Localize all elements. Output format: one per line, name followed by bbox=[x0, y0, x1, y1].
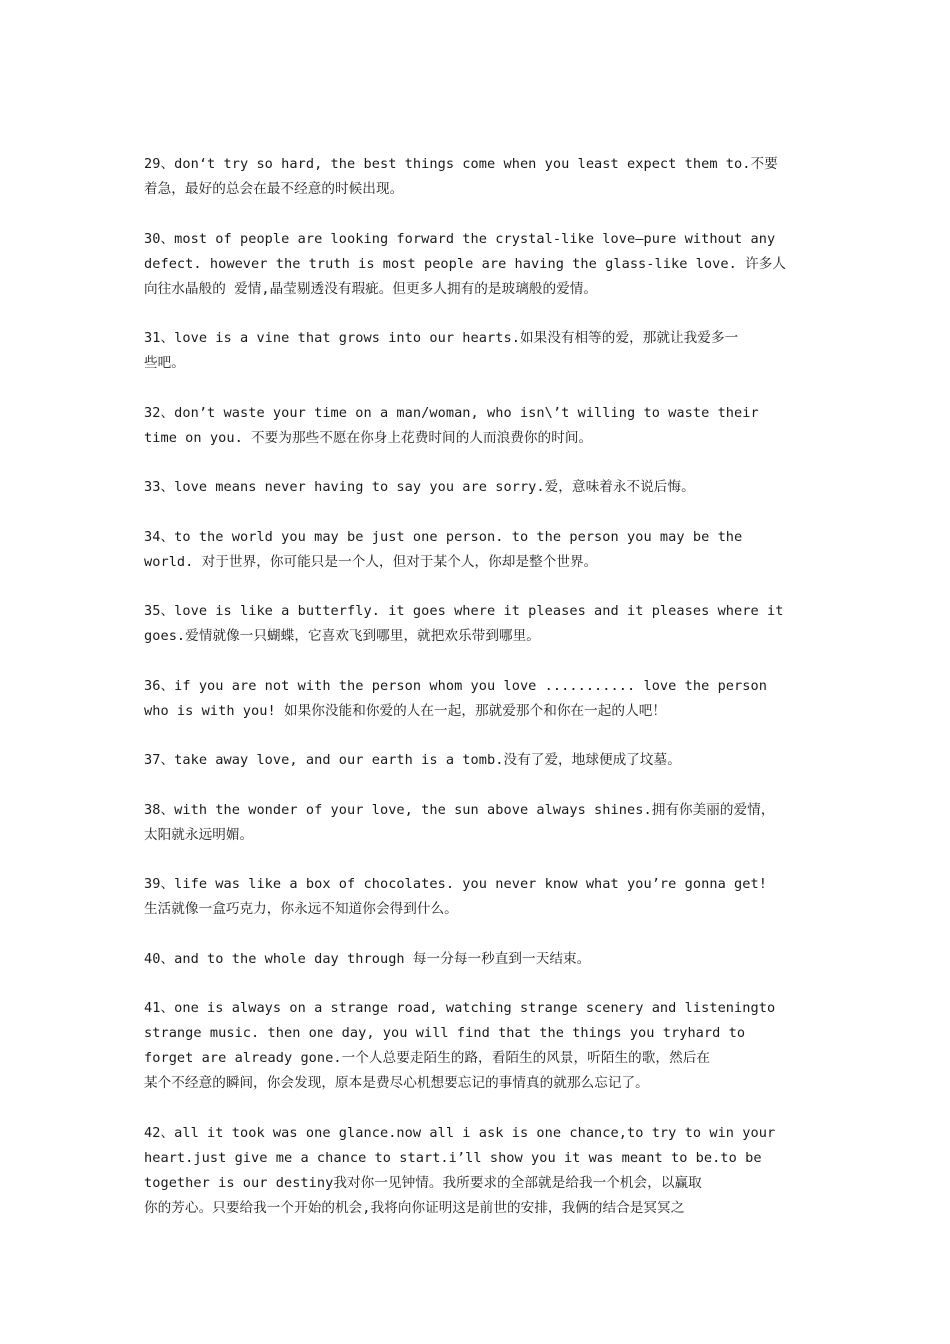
quote-36: 36、if you are not with the person whom you love ........... love the person who is with you! 如果你没能和你爱的人在一起，那就爱那个和你在一起的人吧！ bbox=[144, 677, 767, 719]
quote-33: 33、love means never having to say you are sorry.爱，意味着永不说后悔。 bbox=[144, 479, 695, 495]
quote-34: 34、to the world you may be just one person. to the person you may be the world. 对于世界，你可能只是一个人，但对于某个人，你却是整个世界。 bbox=[144, 528, 743, 570]
quote-39: 39、life was like a box of chocolates. you never know what you’re gonna get! 生活就像一盒巧克力，你永远不知道你会得到什么。 bbox=[144, 876, 767, 917]
quote-31: 31、love is a vine that grows into our hearts.如果没有相等的爱，那就让我爱多一 些吧。 bbox=[144, 330, 739, 371]
quote-40: 40、and to the whole day through 每一分每一秒直到一天结束。 bbox=[144, 950, 591, 967]
quote-29: 29、don‘t try so hard, the best things come when you least expect them to.不要 着急，最好的总会在最不经意的时候出现。 bbox=[144, 156, 778, 197]
quote-41: 41、one is always on a strange road, watching strange scenery and listeningto strange music. then one day, you will find that the things you tryhard to forget are already gone.一个人总要走陌生的路，看陌生的风景，听陌生的歌，然后在 某个不经意的瞬间，你会发现，原本是费尽心机想要忘记的事情真的就那么忘记了。 bbox=[144, 1000, 776, 1091]
quote-38: 38、with the wonder of your love, the sun above always shines.拥有你美丽的爱情， 太阳就永远明媚。 bbox=[144, 801, 775, 843]
quote-30: 30、most of people are looking forward the crystal-like love—pure without any defect. however the truth is most people are having the glass-like love. 许多人 向往水晶般的 爱情,晶莹剔透没有瑕疵。但更多人拥有的是玻璃般的爱情。 bbox=[144, 230, 787, 297]
quote-32: 32、don’t waste your time on a man/woman, who isn\’t willing to waste their time on you. 不要为那些不愿在你身上花费时间的人而浪费你的时间。 bbox=[144, 404, 759, 446]
quote-37: 37、take away love, and our earth is a tomb.没有了爱，地球便成了坟墓。 bbox=[144, 752, 681, 768]
quote-35: 35、love is like a butterfly. it goes where it pleases and it pleases where it goes.爱情就像一只蝴蝶，它喜欢飞到哪里，就把欢乐带到哪里。 bbox=[144, 603, 784, 644]
quote-42: 42、all it took was one glance.now all i ask is one chance,to try to win your heart.just give me a chance to start.i’ll show you it was meant to be.to be together is our destiny我对你一见钟情。我所要求的全部就是给我一个机会，以赢取 你的芳心。只要给我一个开始的机会,我将向你证明这是前世的安排，我俩的结合是冥冥之 bbox=[144, 1124, 776, 1216]
document-page bbox=[144, 152, 814, 1245]
